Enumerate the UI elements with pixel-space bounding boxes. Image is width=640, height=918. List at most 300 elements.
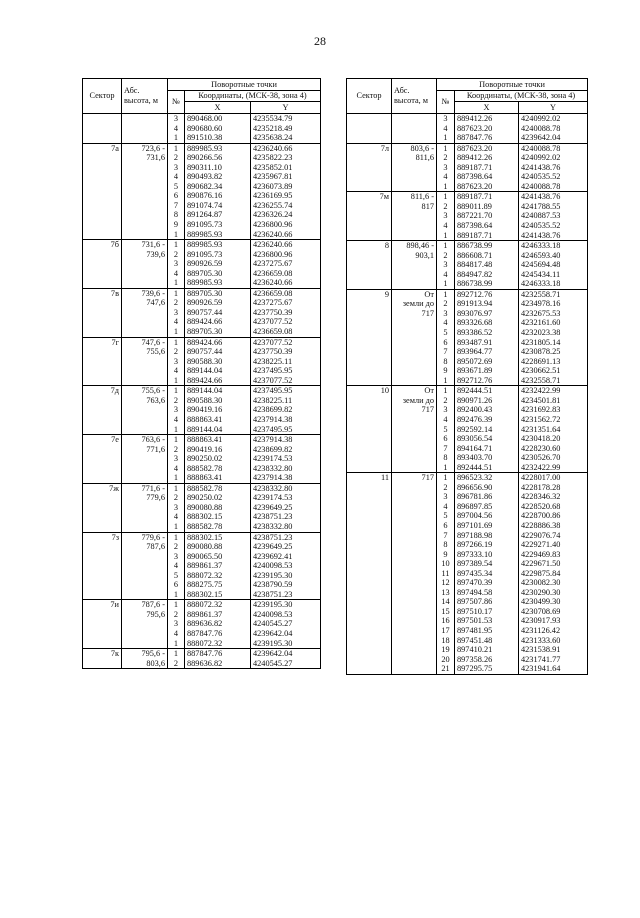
point-number-cell: 1 bbox=[437, 182, 455, 192]
table-row bbox=[347, 405, 588, 415]
table-row bbox=[347, 318, 588, 328]
sector-cell bbox=[347, 492, 392, 502]
point-number-cell: 3 bbox=[168, 552, 185, 562]
sector-cell bbox=[83, 522, 122, 532]
altitude-cell bbox=[392, 376, 437, 386]
table-row bbox=[347, 211, 588, 221]
x-coordinate-cell: 890757.44 bbox=[185, 308, 251, 318]
table-row bbox=[83, 532, 321, 542]
x-header: X bbox=[455, 102, 519, 114]
sector-cell: 7д bbox=[83, 386, 122, 396]
sector-cell bbox=[83, 278, 122, 288]
y-coordinate-cell: 4235638.24 bbox=[251, 133, 321, 143]
table-row bbox=[347, 172, 588, 182]
table-row bbox=[83, 288, 321, 298]
x-coordinate-cell: 890926.59 bbox=[185, 298, 251, 308]
point-number-cell: 2 bbox=[168, 250, 185, 260]
point-number-cell: 2 bbox=[437, 299, 455, 309]
table-row bbox=[347, 540, 588, 550]
y-coordinate-cell: 4230708.69 bbox=[519, 607, 588, 617]
sector-cell: 11 bbox=[347, 473, 392, 483]
x-coordinate-cell: 893056.54 bbox=[455, 434, 519, 444]
y-coordinate-cell: 4240098.53 bbox=[251, 561, 321, 571]
table-row bbox=[347, 231, 588, 241]
x-coordinate-cell: 889144.04 bbox=[185, 425, 251, 435]
altitude-cell bbox=[392, 511, 437, 521]
x-coordinate-cell: 887623.20 bbox=[455, 182, 519, 192]
y-coordinate-cell: 4236169.95 bbox=[251, 191, 321, 201]
altitude-cell bbox=[122, 278, 168, 288]
y-coordinate-cell: 4231562.72 bbox=[519, 415, 588, 425]
y-coordinate-cell: 4238332.80 bbox=[251, 522, 321, 532]
sector-cell bbox=[83, 571, 122, 581]
sector-cell bbox=[347, 114, 392, 124]
table-row bbox=[83, 454, 321, 464]
x-coordinate-cell: 890468.00 bbox=[185, 114, 251, 124]
sector-cell bbox=[83, 454, 122, 464]
point-number-cell: 4 bbox=[168, 366, 185, 376]
y-coordinate-cell: 4236255.74 bbox=[251, 201, 321, 211]
altitude-cell: 723,6 - bbox=[122, 143, 168, 153]
x-coordinate-cell: 897481.95 bbox=[455, 626, 519, 636]
altitude-cell bbox=[122, 327, 168, 337]
point-number-cell: 3 bbox=[168, 503, 185, 513]
table-row bbox=[347, 299, 588, 309]
altitude-cell bbox=[122, 357, 168, 367]
y-coordinate-cell: 4236800.96 bbox=[251, 250, 321, 260]
table-row bbox=[83, 317, 321, 327]
table-row bbox=[83, 445, 321, 455]
y-coordinate-cell: 4230499.30 bbox=[519, 597, 588, 607]
x-coordinate-cell: 890250.02 bbox=[185, 454, 251, 464]
sector-cell bbox=[347, 318, 392, 328]
point-number-cell: 2 bbox=[168, 153, 185, 163]
altitude-cell bbox=[122, 639, 168, 649]
sector-cell bbox=[83, 493, 122, 503]
point-number-cell: 9 bbox=[437, 366, 455, 376]
point-number-cell: 2 bbox=[437, 396, 455, 406]
altitude-cell bbox=[392, 444, 437, 454]
sector-cell bbox=[347, 511, 392, 521]
point-number-cell: 1 bbox=[168, 532, 185, 542]
y-coordinate-cell: 4240535.52 bbox=[519, 221, 588, 231]
sector-cell bbox=[347, 221, 392, 231]
y-coordinate-cell: 4238225.11 bbox=[251, 396, 321, 406]
altitude-cell bbox=[122, 580, 168, 590]
point-number-cell: 5 bbox=[168, 571, 185, 581]
altitude-cell: 771,6 - bbox=[122, 483, 168, 493]
x-coordinate-cell: 890266.56 bbox=[185, 153, 251, 163]
table-row bbox=[83, 386, 321, 396]
table-row bbox=[347, 626, 588, 636]
x-coordinate-cell: 890080.88 bbox=[185, 503, 251, 513]
altitude-cell bbox=[122, 308, 168, 318]
x-coordinate-cell: 889636.82 bbox=[185, 659, 251, 669]
table-row bbox=[83, 133, 321, 143]
x-coordinate-cell: 888072.32 bbox=[185, 639, 251, 649]
sector-cell bbox=[347, 597, 392, 607]
table-row bbox=[83, 182, 321, 192]
x-coordinate-cell: 891095.73 bbox=[185, 220, 251, 230]
y-coordinate-cell: 4240992.02 bbox=[519, 153, 588, 163]
point-number-cell: 7 bbox=[437, 531, 455, 541]
table-row bbox=[83, 172, 321, 182]
x-coordinate-cell: 887847.76 bbox=[455, 133, 519, 143]
table-row bbox=[83, 639, 321, 649]
table-row bbox=[83, 580, 321, 590]
altitude-cell bbox=[392, 636, 437, 646]
sector-cell bbox=[347, 211, 392, 221]
sector-cell bbox=[83, 473, 122, 483]
altitude-cell bbox=[122, 619, 168, 629]
sector-cell: 7з bbox=[83, 532, 122, 542]
point-number-cell: 2 bbox=[168, 298, 185, 308]
altitude-cell bbox=[392, 463, 437, 473]
sector-cell bbox=[347, 483, 392, 493]
sector-cell: 7ж bbox=[83, 483, 122, 493]
x-coordinate-cell: 897451.48 bbox=[455, 636, 519, 646]
point-number-cell: 4 bbox=[168, 172, 185, 182]
sector-cell bbox=[83, 172, 122, 182]
sector-cell bbox=[83, 396, 122, 406]
y-coordinate-cell: 4232675.53 bbox=[519, 309, 588, 319]
table-row bbox=[347, 453, 588, 463]
sector-cell bbox=[83, 259, 122, 269]
sector-cell bbox=[347, 540, 392, 550]
x-coordinate-cell: 892400.43 bbox=[455, 405, 519, 415]
altitude-cell bbox=[122, 561, 168, 571]
x-coordinate-cell: 889187.71 bbox=[455, 163, 519, 173]
altitude-cell bbox=[392, 550, 437, 560]
altitude-cell: земли до bbox=[392, 299, 437, 309]
y-coordinate-cell: 4235218.49 bbox=[251, 124, 321, 134]
altitude-cell bbox=[122, 629, 168, 639]
y-coordinate-cell: 4234501.81 bbox=[519, 396, 588, 406]
y-coordinate-cell: 4241438.76 bbox=[519, 192, 588, 202]
point-number-cell: 9 bbox=[168, 220, 185, 230]
y-coordinate-cell: 4230917.93 bbox=[519, 616, 588, 626]
x-coordinate-cell: 897266.19 bbox=[455, 540, 519, 550]
y-coordinate-cell: 4235852.01 bbox=[251, 163, 321, 173]
point-number-cell: 5 bbox=[168, 182, 185, 192]
point-number-cell: 3 bbox=[168, 357, 185, 367]
sector-cell bbox=[347, 133, 392, 143]
table-row bbox=[347, 153, 588, 163]
x-coordinate-cell: 888302.15 bbox=[185, 532, 251, 542]
altitude-cell: 755,6 - bbox=[122, 386, 168, 396]
point-number-cell: 4 bbox=[168, 464, 185, 474]
x-coordinate-cell: 886738.99 bbox=[455, 241, 519, 251]
number-header: № bbox=[437, 91, 455, 114]
sector-cell bbox=[83, 220, 122, 230]
altitude-cell bbox=[392, 578, 437, 588]
sector-cell bbox=[83, 464, 122, 474]
y-coordinate-cell: 4235822.23 bbox=[251, 153, 321, 163]
point-number-cell: 3 bbox=[437, 114, 455, 124]
point-number-cell: 8 bbox=[437, 357, 455, 367]
altitude-cell bbox=[122, 376, 168, 386]
table-row bbox=[83, 191, 321, 201]
point-number-cell: 1 bbox=[168, 240, 185, 250]
sector-cell bbox=[347, 434, 392, 444]
point-number-cell: 3 bbox=[168, 259, 185, 269]
altitude-cell bbox=[122, 163, 168, 173]
y-coordinate-cell: 4239195.30 bbox=[251, 571, 321, 581]
x-coordinate-cell: 891510.38 bbox=[185, 133, 251, 143]
y-coordinate-cell: 4228691.13 bbox=[519, 357, 588, 367]
table-row bbox=[347, 578, 588, 588]
y-coordinate-cell: 4230082.30 bbox=[519, 578, 588, 588]
y-coordinate-cell: 4232422.99 bbox=[519, 463, 588, 473]
point-number-cell: 4 bbox=[437, 172, 455, 182]
x-coordinate-cell: 888072.32 bbox=[185, 600, 251, 610]
point-number-cell: 2 bbox=[437, 153, 455, 163]
table-row bbox=[83, 308, 321, 318]
x-coordinate-cell: 893076.97 bbox=[455, 309, 519, 319]
altitude-cell: 811,6 bbox=[392, 153, 437, 163]
sector-cell bbox=[83, 561, 122, 571]
table-row bbox=[347, 309, 588, 319]
altitude-cell bbox=[122, 220, 168, 230]
y-coordinate-cell: 4231741.77 bbox=[519, 655, 588, 665]
y-coordinate-cell: 4240992.02 bbox=[519, 114, 588, 124]
table-row bbox=[347, 347, 588, 357]
y-coordinate-cell: 4236240.66 bbox=[251, 240, 321, 250]
y-coordinate-cell: 4246593.40 bbox=[519, 251, 588, 261]
sector-cell bbox=[347, 338, 392, 348]
point-number-cell: 1 bbox=[437, 133, 455, 143]
sector-cell bbox=[83, 366, 122, 376]
y-coordinate-cell: 4228230.60 bbox=[519, 444, 588, 454]
x-coordinate-cell: 889985.93 bbox=[185, 240, 251, 250]
altitude-cell bbox=[392, 483, 437, 493]
turning-points-header: Поворотные точки bbox=[437, 79, 588, 91]
table-row bbox=[83, 376, 321, 386]
sector-cell bbox=[83, 445, 122, 455]
point-number-cell: 8 bbox=[437, 453, 455, 463]
point-number-cell: 1 bbox=[437, 231, 455, 241]
y-coordinate-cell: 4238751.23 bbox=[251, 532, 321, 542]
y-coordinate-cell: 4237495.95 bbox=[251, 386, 321, 396]
x-coordinate-cell: 890250.02 bbox=[185, 493, 251, 503]
x-coordinate-cell: 895072.69 bbox=[455, 357, 519, 367]
table-row bbox=[347, 607, 588, 617]
table-row bbox=[347, 114, 588, 124]
y-coordinate-cell: 4246333.18 bbox=[519, 279, 588, 289]
sector-cell bbox=[83, 347, 122, 357]
y-coordinate-cell: 4237275.67 bbox=[251, 298, 321, 308]
altitude-cell bbox=[122, 172, 168, 182]
sector-cell: 10 bbox=[347, 386, 392, 396]
table-row bbox=[347, 279, 588, 289]
x-coordinate-cell: 894164.71 bbox=[455, 444, 519, 454]
x-coordinate-cell: 889705.30 bbox=[185, 327, 251, 337]
y-coordinate-cell: 4239174.53 bbox=[251, 454, 321, 464]
table-row bbox=[83, 114, 321, 124]
altitude-cell bbox=[392, 172, 437, 182]
sector-cell bbox=[347, 163, 392, 173]
y-coordinate-cell: 4229271.40 bbox=[519, 540, 588, 550]
point-number-cell: 1 bbox=[168, 337, 185, 347]
altitude-cell: 795,6 - bbox=[122, 649, 168, 659]
altitude-cell bbox=[392, 211, 437, 221]
sector-cell bbox=[347, 357, 392, 367]
y-coordinate-cell: 4237914.38 bbox=[251, 415, 321, 425]
point-number-cell: 19 bbox=[437, 645, 455, 655]
altitude-cell bbox=[122, 317, 168, 327]
table-row bbox=[347, 124, 588, 134]
sector-cell bbox=[83, 317, 122, 327]
altitude-cell bbox=[122, 124, 168, 134]
x-coordinate-cell: 896656.90 bbox=[455, 483, 519, 493]
altitude-cell bbox=[122, 114, 168, 124]
sector-cell bbox=[83, 327, 122, 337]
table-row bbox=[83, 512, 321, 522]
y-coordinate-cell: 4240545.27 bbox=[251, 619, 321, 629]
altitude-cell bbox=[122, 191, 168, 201]
y-coordinate-cell: 4228178.28 bbox=[519, 483, 588, 493]
altitude-cell: земли до bbox=[392, 396, 437, 406]
y-coordinate-cell: 4240545.27 bbox=[251, 659, 321, 669]
table-row bbox=[83, 629, 321, 639]
x-coordinate-cell: 889861.37 bbox=[185, 561, 251, 571]
point-number-cell: 8 bbox=[168, 210, 185, 220]
point-number-cell: 11 bbox=[437, 569, 455, 579]
y-coordinate-cell: 4240887.53 bbox=[519, 211, 588, 221]
point-number-cell: 5 bbox=[437, 328, 455, 338]
point-number-cell: 1 bbox=[168, 600, 185, 610]
y-coordinate-cell: 4236240.66 bbox=[251, 143, 321, 153]
x-coordinate-cell: 890419.16 bbox=[185, 445, 251, 455]
y-coordinate-cell: 4237495.95 bbox=[251, 366, 321, 376]
table-row bbox=[83, 552, 321, 562]
sector-cell bbox=[83, 659, 122, 669]
y-header: Y bbox=[519, 102, 588, 114]
table-row bbox=[83, 600, 321, 610]
table-row bbox=[83, 483, 321, 493]
table-row bbox=[83, 366, 321, 376]
altitude-cell bbox=[122, 425, 168, 435]
altitude-cell: 803,6 bbox=[122, 659, 168, 669]
sector-cell bbox=[347, 366, 392, 376]
y-coordinate-cell: 4228886.38 bbox=[519, 521, 588, 531]
point-number-cell: 3 bbox=[168, 619, 185, 629]
y-coordinate-cell: 4245434.11 bbox=[519, 270, 588, 280]
x-coordinate-cell: 897295.75 bbox=[455, 664, 519, 674]
page-number: 28 bbox=[314, 34, 326, 48]
sector-cell bbox=[83, 503, 122, 513]
x-coordinate-cell: 888863.41 bbox=[185, 415, 251, 425]
point-number-cell: 1 bbox=[168, 376, 185, 386]
y-coordinate-cell: 4241788.55 bbox=[519, 202, 588, 212]
y-coordinate-cell: 4237275.67 bbox=[251, 259, 321, 269]
sector-cell bbox=[83, 269, 122, 279]
table-row bbox=[347, 616, 588, 626]
x-coordinate-cell: 888582.78 bbox=[185, 483, 251, 493]
altitude-cell bbox=[122, 590, 168, 600]
table-row bbox=[347, 289, 588, 299]
altitude-cell bbox=[392, 114, 437, 124]
sector-cell bbox=[347, 309, 392, 319]
point-number-cell: 1 bbox=[437, 289, 455, 299]
point-number-cell: 6 bbox=[168, 580, 185, 590]
y-coordinate-cell: 4240098.53 bbox=[251, 610, 321, 620]
x-coordinate-cell: 892592.14 bbox=[455, 425, 519, 435]
coordinates-header: Координаты, (МСК-38, зона 4) bbox=[455, 91, 588, 102]
point-number-cell: 1 bbox=[168, 133, 185, 143]
x-coordinate-cell: 889412.26 bbox=[455, 153, 519, 163]
point-number-cell: 4 bbox=[168, 124, 185, 134]
table-row bbox=[83, 240, 321, 250]
altitude-cell: 755,6 bbox=[122, 347, 168, 357]
point-number-cell: 15 bbox=[437, 607, 455, 617]
table-row bbox=[347, 251, 588, 261]
x-coordinate-cell: 890757.44 bbox=[185, 347, 251, 357]
sector-header: Сектор bbox=[83, 79, 122, 114]
altitude-cell bbox=[122, 464, 168, 474]
y-coordinate-cell: 4231126.42 bbox=[519, 626, 588, 636]
x-coordinate-cell: 889424.66 bbox=[185, 376, 251, 386]
point-number-cell: 1 bbox=[437, 279, 455, 289]
table-row bbox=[83, 337, 321, 347]
table-row bbox=[347, 133, 588, 143]
altitude-cell: 763,6 bbox=[122, 396, 168, 406]
y-coordinate-cell: 4238332.80 bbox=[251, 464, 321, 474]
table-row bbox=[347, 270, 588, 280]
sector-cell: 7и bbox=[83, 600, 122, 610]
table-row bbox=[347, 143, 588, 153]
sector-cell bbox=[347, 607, 392, 617]
point-number-cell: 4 bbox=[168, 415, 185, 425]
altitude-cell bbox=[392, 502, 437, 512]
x-coordinate-cell: 889705.30 bbox=[185, 269, 251, 279]
altitude-cell bbox=[392, 655, 437, 665]
x-coordinate-cell: 892476.39 bbox=[455, 415, 519, 425]
x-coordinate-cell: 890971.26 bbox=[455, 396, 519, 406]
altitude-cell bbox=[392, 231, 437, 241]
x-coordinate-cell: 889861.37 bbox=[185, 610, 251, 620]
point-number-cell: 17 bbox=[437, 626, 455, 636]
table-row bbox=[83, 493, 321, 503]
y-coordinate-cell: 4237077.52 bbox=[251, 376, 321, 386]
y-coordinate-cell: 4239649.25 bbox=[251, 503, 321, 513]
altitude-cell: 739,6 - bbox=[122, 288, 168, 298]
point-number-cell: 4 bbox=[437, 221, 455, 231]
altitude-cell bbox=[392, 645, 437, 655]
table-row bbox=[83, 435, 321, 445]
y-coordinate-cell: 4228017.00 bbox=[519, 473, 588, 483]
x-coordinate-cell: 887398.64 bbox=[455, 221, 519, 231]
point-number-cell: 3 bbox=[437, 492, 455, 502]
y-coordinate-cell: 4239642.04 bbox=[251, 649, 321, 659]
altitude-cell: 747,6 bbox=[122, 298, 168, 308]
point-number-cell: 6 bbox=[168, 191, 185, 201]
altitude-cell: 898,46 - bbox=[392, 241, 437, 251]
point-number-cell: 3 bbox=[168, 405, 185, 415]
x-coordinate-cell: 888302.15 bbox=[185, 512, 251, 522]
x-coordinate-cell: 889424.66 bbox=[185, 317, 251, 327]
point-number-cell: 8 bbox=[437, 540, 455, 550]
x-coordinate-cell: 896781.86 bbox=[455, 492, 519, 502]
sector-cell bbox=[83, 163, 122, 173]
table-row bbox=[347, 182, 588, 192]
x-coordinate-cell: 897435.34 bbox=[455, 569, 519, 579]
point-number-cell: 3 bbox=[437, 405, 455, 415]
table-row bbox=[347, 366, 588, 376]
x-coordinate-cell: 897510.17 bbox=[455, 607, 519, 617]
table-row bbox=[347, 376, 588, 386]
sector-cell bbox=[347, 182, 392, 192]
